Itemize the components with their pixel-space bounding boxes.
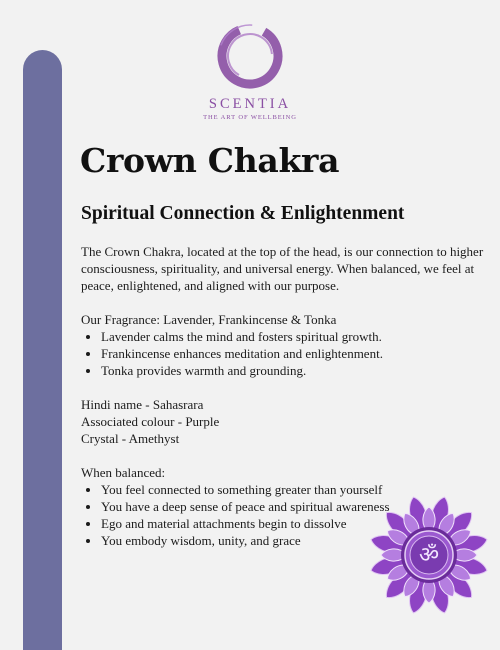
list-item: • Ego and material attachments begin to dissolve (101, 515, 486, 532)
list-item: • You have a deep sense of peace and spiritual awareness (101, 498, 486, 515)
brush-circle-logo-icon (212, 18, 288, 94)
crown-chakra-lotus-icon (364, 490, 494, 620)
list-item: • You embody wisdom, unity, and grace (101, 532, 486, 549)
associated-colour: Associated colour - Purple (81, 414, 220, 429)
svg-text:ॐ: ॐ (418, 543, 440, 568)
list-item: • Frankincense enhances meditation and enlightenment. (101, 345, 486, 362)
list-item: • Lavender calms the mind and fosters spiritual growth. (101, 328, 486, 345)
brand-tagline: THE ART OF WELLBEING (203, 114, 297, 121)
hindi-name: Hindi name - Sahasrara (81, 397, 204, 412)
brand-logo (0, 18, 500, 121)
crystal: Crystal - Amethyst (81, 431, 180, 446)
intro-paragraph: The Crown Chakra, located at the top of the head, is our connection to higher consciousness, spirituality, and universal energy. When balanced, we feel at peace, enlightened, and aligned with our purpose. (81, 244, 484, 293)
list-item: • Tonka provides warmth and grounding. (101, 362, 486, 379)
fragrance-heading: Our Fragrance: Lavender, Frankincense & Tonka (81, 312, 337, 327)
side-accent-bar (23, 50, 62, 650)
page-title: Crown Chakra (80, 141, 340, 180)
list-item: • You feel connected to something greater than yourself (101, 481, 486, 498)
page-subtitle: Spiritual Connection & Enlightenment (81, 203, 405, 224)
balanced-heading: When balanced: (81, 465, 166, 480)
brand-name: SCENTIA (208, 96, 292, 112)
fragrance-list (81, 328, 486, 379)
